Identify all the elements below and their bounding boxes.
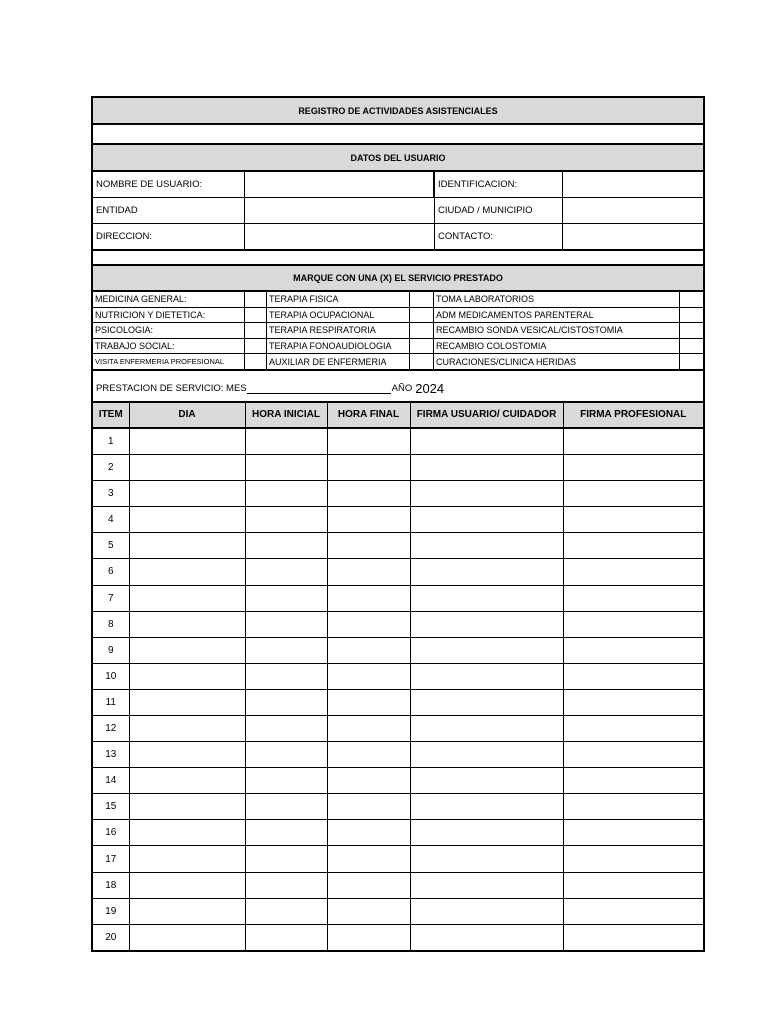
end-time-field[interactable]: [327, 716, 410, 742]
start-time-field[interactable]: [245, 846, 327, 872]
service-checkbox[interactable]: [410, 308, 434, 323]
professional-signature-field[interactable]: [563, 455, 703, 481]
service-label: TERAPIA FISICA: [267, 292, 410, 307]
professional-signature-field[interactable]: [563, 846, 703, 872]
professional-signature-field[interactable]: [563, 689, 703, 715]
year-label: AÑO: [391, 382, 413, 394]
service-row: [93, 323, 703, 339]
user-signature-field[interactable]: [410, 898, 563, 924]
day-field[interactable]: [129, 585, 245, 611]
service-checkbox[interactable]: [680, 339, 703, 354]
end-time-field[interactable]: [327, 689, 410, 715]
end-time-field[interactable]: [327, 768, 410, 794]
table-row: [93, 742, 703, 768]
professional-signature-field[interactable]: [563, 637, 703, 663]
service-checkbox[interactable]: [680, 323, 703, 338]
user-signature-field[interactable]: [410, 481, 563, 507]
start-time-field[interactable]: [245, 924, 327, 950]
table-row: [93, 898, 703, 924]
blank-row: [93, 251, 703, 266]
day-field[interactable]: [129, 611, 245, 637]
service-checkbox[interactable]: [410, 323, 434, 338]
user-signature-field[interactable]: [410, 924, 563, 950]
end-time-field[interactable]: [327, 585, 410, 611]
start-time-field[interactable]: [245, 872, 327, 898]
start-time-field[interactable]: [245, 898, 327, 924]
blank-row: [93, 125, 703, 145]
end-time-field[interactable]: [327, 533, 410, 559]
end-time-field[interactable]: [327, 559, 410, 585]
column-header: DIA: [129, 403, 245, 428]
end-time-field[interactable]: [327, 455, 410, 481]
professional-signature-field[interactable]: [563, 742, 703, 768]
table-row: [93, 428, 703, 455]
start-time-field[interactable]: [245, 455, 327, 481]
table-row: [93, 872, 703, 898]
service-checkbox[interactable]: [245, 354, 267, 369]
column-header: FIRMA USUARIO/ CUIDADOR: [410, 403, 563, 428]
month-field[interactable]: [247, 383, 391, 394]
user-signature-field[interactable]: [410, 533, 563, 559]
item-number: 6: [93, 559, 129, 585]
professional-signature-field[interactable]: [563, 872, 703, 898]
table-row: [93, 846, 703, 872]
user-row-name: [93, 172, 703, 198]
table-row: [93, 689, 703, 715]
item-number: 16: [93, 820, 129, 846]
column-header: ITEM: [93, 403, 129, 428]
item-number: 2: [93, 455, 129, 481]
services-header: MARQUE CON UNA (X) EL SERVICIO PRESTADO: [93, 266, 703, 292]
user-signature-field[interactable]: [410, 663, 563, 689]
table-row: [93, 768, 703, 794]
start-time-field[interactable]: [245, 663, 327, 689]
start-time-field[interactable]: [245, 742, 327, 768]
service-checkbox[interactable]: [245, 308, 267, 323]
day-field[interactable]: [129, 637, 245, 663]
table-row: [93, 820, 703, 846]
professional-signature-field[interactable]: [563, 663, 703, 689]
activity-table: [93, 403, 703, 950]
day-field[interactable]: [129, 663, 245, 689]
professional-signature-field[interactable]: [563, 507, 703, 533]
day-field[interactable]: [129, 455, 245, 481]
user-signature-field[interactable]: [410, 820, 563, 846]
item-number: 11: [93, 689, 129, 715]
address-field[interactable]: [245, 224, 435, 249]
table-row: [93, 611, 703, 637]
city-field[interactable]: [563, 198, 703, 223]
user-row-address: [93, 224, 703, 251]
service-checkbox[interactable]: [410, 292, 434, 307]
start-time-field[interactable]: [245, 637, 327, 663]
professional-signature-field[interactable]: [563, 794, 703, 820]
end-time-field[interactable]: [327, 820, 410, 846]
service-row: [93, 339, 703, 355]
user-signature-field[interactable]: [410, 689, 563, 715]
contact-label: CONTACTO:: [435, 224, 563, 249]
end-time-field[interactable]: [327, 637, 410, 663]
end-time-field[interactable]: [327, 846, 410, 872]
professional-signature-field[interactable]: [563, 820, 703, 846]
user-signature-field[interactable]: [410, 768, 563, 794]
item-number: 17: [93, 846, 129, 872]
professional-signature-field[interactable]: [563, 898, 703, 924]
item-number: 15: [93, 794, 129, 820]
user-signature-field[interactable]: [410, 559, 563, 585]
start-time-field[interactable]: [245, 428, 327, 455]
day-field[interactable]: [129, 428, 245, 455]
day-field[interactable]: [129, 559, 245, 585]
start-time-field[interactable]: [245, 689, 327, 715]
user-signature-field[interactable]: [410, 846, 563, 872]
service-period-row: [93, 371, 703, 403]
item-number: 7: [93, 585, 129, 611]
entity-label: ENTIDAD: [93, 198, 245, 223]
professional-signature-field[interactable]: [563, 481, 703, 507]
end-time-field[interactable]: [327, 507, 410, 533]
start-time-field[interactable]: [245, 820, 327, 846]
day-field[interactable]: [129, 898, 245, 924]
identification-label: IDENTIFICACION:: [435, 172, 563, 197]
item-number: 10: [93, 663, 129, 689]
professional-signature-field[interactable]: [563, 611, 703, 637]
user-signature-field[interactable]: [410, 585, 563, 611]
service-checkbox[interactable]: [680, 292, 703, 307]
user-signature-field[interactable]: [410, 742, 563, 768]
day-field[interactable]: [129, 768, 245, 794]
service-row: [93, 292, 703, 308]
table-row: [93, 481, 703, 507]
service-label: VISITA ENFERMERIA PROFESIONAL: [93, 354, 245, 369]
item-number: 12: [93, 716, 129, 742]
user-signature-field[interactable]: [410, 428, 563, 455]
identification-field[interactable]: [563, 172, 703, 197]
start-time-field[interactable]: [245, 533, 327, 559]
item-number: 3: [93, 481, 129, 507]
table-row: [93, 559, 703, 585]
day-field[interactable]: [129, 794, 245, 820]
end-time-field[interactable]: [327, 742, 410, 768]
start-time-field[interactable]: [245, 481, 327, 507]
start-time-field[interactable]: [245, 611, 327, 637]
start-time-field[interactable]: [245, 794, 327, 820]
service-row: [93, 308, 703, 324]
professional-signature-field[interactable]: [563, 585, 703, 611]
user-signature-field[interactable]: [410, 637, 563, 663]
service-label: NUTRICION Y DIETETICA:: [93, 308, 245, 323]
day-field[interactable]: [129, 481, 245, 507]
service-label: RECAMBIO COLOSTOMIA: [434, 339, 680, 354]
item-number: 5: [93, 533, 129, 559]
start-time-field[interactable]: [245, 768, 327, 794]
start-time-field[interactable]: [245, 507, 327, 533]
service-checkbox[interactable]: [245, 323, 267, 338]
column-header: HORA FINAL: [327, 403, 410, 428]
item-number: 14: [93, 768, 129, 794]
day-field[interactable]: [129, 742, 245, 768]
item-number: 9: [93, 637, 129, 663]
day-field[interactable]: [129, 716, 245, 742]
user-name-label: NOMBRE DE USUARIO:: [93, 172, 245, 197]
table-row: [93, 455, 703, 481]
day-field[interactable]: [129, 872, 245, 898]
address-label: DIRECCION:: [93, 224, 245, 249]
service-checkbox[interactable]: [410, 354, 434, 369]
item-number: 8: [93, 611, 129, 637]
item-number: 1: [93, 428, 129, 455]
start-time-field[interactable]: [245, 559, 327, 585]
user-signature-field[interactable]: [410, 611, 563, 637]
end-time-field[interactable]: [327, 924, 410, 950]
table-row: [93, 663, 703, 689]
end-time-field[interactable]: [327, 898, 410, 924]
day-field[interactable]: [129, 533, 245, 559]
table-row: [93, 533, 703, 559]
day-field[interactable]: [129, 820, 245, 846]
activity-table-body: [93, 428, 703, 950]
user-signature-field[interactable]: [410, 455, 563, 481]
service-row: [93, 354, 703, 371]
day-field[interactable]: [129, 507, 245, 533]
day-field[interactable]: [129, 689, 245, 715]
item-number: 13: [93, 742, 129, 768]
professional-signature-field[interactable]: [563, 768, 703, 794]
table-row: [93, 637, 703, 663]
day-field[interactable]: [129, 924, 245, 950]
service-label: TERAPIA RESPIRATORIA: [267, 323, 410, 338]
end-time-field[interactable]: [327, 611, 410, 637]
item-number: 4: [93, 507, 129, 533]
table-row: [93, 585, 703, 611]
year-value: 2024: [415, 380, 445, 396]
end-time-field[interactable]: [327, 481, 410, 507]
activity-table-header: [93, 403, 703, 428]
start-time-field[interactable]: [245, 585, 327, 611]
professional-signature-field[interactable]: [563, 533, 703, 559]
service-label: CURACIONES/CLINICA HERIDAS: [434, 354, 680, 369]
service-label: RECAMBIO SONDA VESICAL/CISTOSTOMIA: [434, 323, 680, 338]
entity-field[interactable]: [245, 198, 435, 223]
table-row: [93, 507, 703, 533]
user-name-field[interactable]: [245, 172, 435, 197]
user-signature-field[interactable]: [410, 794, 563, 820]
user-signature-field[interactable]: [410, 507, 563, 533]
activity-register-form: [91, 96, 705, 952]
table-row: [93, 924, 703, 950]
table-row: [93, 716, 703, 742]
end-time-field[interactable]: [327, 794, 410, 820]
service-checkbox[interactable]: [680, 308, 703, 323]
service-label: TERAPIA OCUPACIONAL: [267, 308, 410, 323]
service-checkbox[interactable]: [245, 339, 267, 354]
column-header: HORA INICIAL: [245, 403, 327, 428]
professional-signature-field[interactable]: [563, 428, 703, 455]
form-title: REGISTRO DE ACTIVIDADES ASISTENCIALES: [93, 98, 703, 125]
user-row-entity: [93, 198, 703, 224]
service-checkbox[interactable]: [680, 354, 703, 369]
end-time-field[interactable]: [327, 428, 410, 455]
item-number: 18: [93, 872, 129, 898]
end-time-field[interactable]: [327, 872, 410, 898]
user-data-header: DATOS DEL USUARIO: [93, 145, 703, 172]
professional-signature-field[interactable]: [563, 924, 703, 950]
service-label: ADM MEDICAMENTOS PARENTERAL: [434, 308, 680, 323]
professional-signature-field[interactable]: [563, 716, 703, 742]
service-label: TERAPIA FONOAUDIOLOGIA: [267, 339, 410, 354]
user-signature-field[interactable]: [410, 872, 563, 898]
service-label: TOMA LABORATORIOS: [434, 292, 680, 307]
service-label: MEDICINA GENERAL:: [93, 292, 245, 307]
service-label: AUXILIAR DE ENFERMERIA: [267, 354, 410, 369]
item-number: 19: [93, 898, 129, 924]
city-label: CIUDAD / MUNICIPIO: [435, 198, 563, 223]
user-signature-field[interactable]: [410, 716, 563, 742]
table-row: [93, 794, 703, 820]
contact-field[interactable]: [563, 224, 703, 249]
item-number: 20: [93, 924, 129, 950]
service-label: PSICOLOGIA:: [93, 323, 245, 338]
end-time-field[interactable]: [327, 663, 410, 689]
service-period-label: PRESTACION DE SERVICIO: MES: [96, 382, 247, 394]
service-label: TRABAJO SOCIAL:: [93, 339, 245, 354]
service-checkbox[interactable]: [245, 292, 267, 307]
service-checkbox[interactable]: [410, 339, 434, 354]
column-header: FIRMA PROFESIONAL: [563, 403, 703, 428]
professional-signature-field[interactable]: [563, 559, 703, 585]
day-field[interactable]: [129, 846, 245, 872]
start-time-field[interactable]: [245, 716, 327, 742]
